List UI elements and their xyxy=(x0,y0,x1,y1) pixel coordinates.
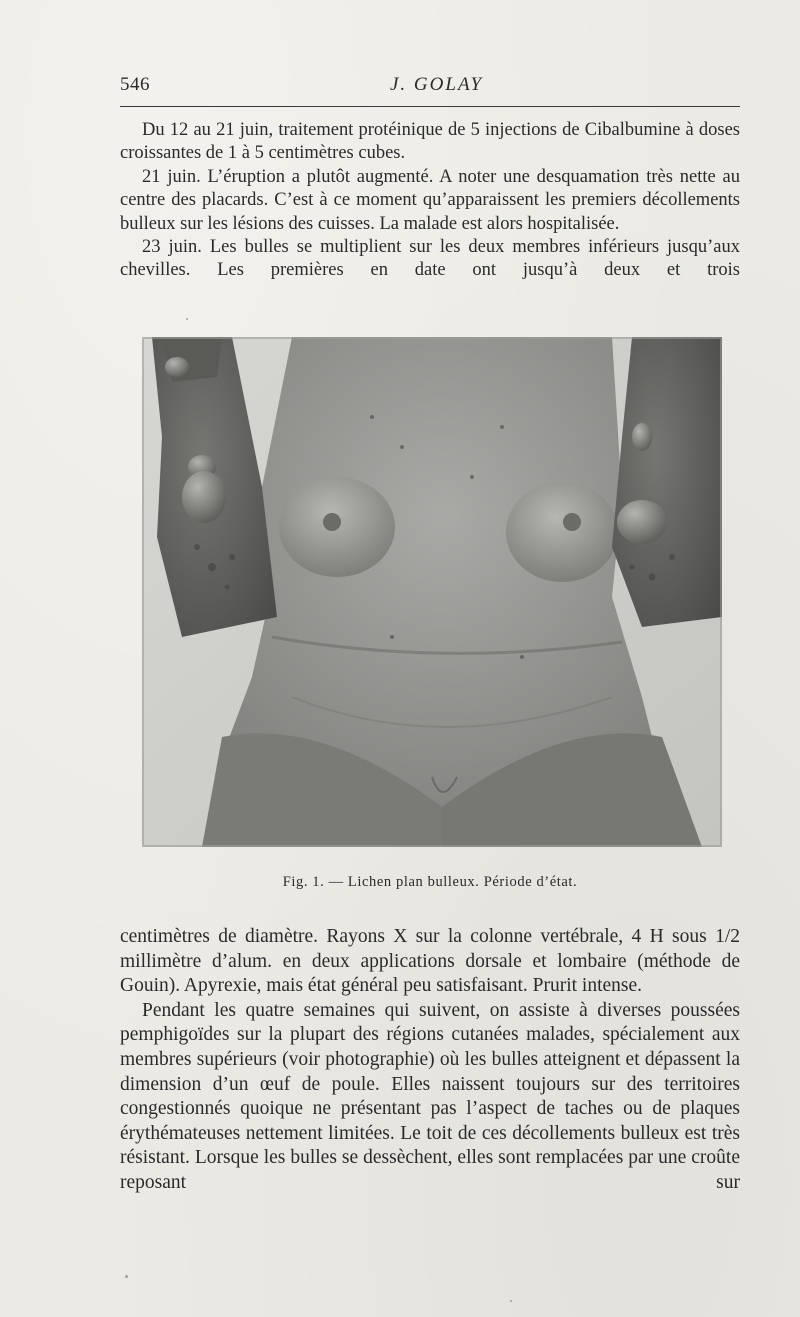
paragraph: Pendant les quatre semaines qui suivent, on assiste à diverses poussées pemphigoïdes sur la plupart des régions cutanées malades, spécialement aux membres supérieurs (voir photographie) où les bulles atteignent et dépassent la dimension d’un œuf de poule. Elles naissent toujours sur des territoires congestionnés quoique ne présentant pas l’aspect de taches ou de plaques érythémateuses nettement limitées. Le toit de ces décollements bulleux est très résistant. Lorsque les bulles se dessèchent, elles sont remplacées par une croûte reposant sur xyxy=(120,999,740,1193)
running-head xyxy=(120,70,740,100)
figure-caption: Fig. 1. — Lichen plan bulleux. Période d’état. xyxy=(282,874,578,890)
page-number: 546 xyxy=(120,74,150,95)
paragraph: centimètres de diamètre. Rayons X sur la colonne vertébrale, 4 H sous 1/2 millimètre d’alum. en deux applications dorsale et lombaire (méthode de Gouin). Apyrexie, mais état général peu satisfaisant. Prurit intense. xyxy=(120,926,740,997)
text-block-bottom xyxy=(120,925,740,1196)
paragraph: Du 12 au 21 juin, traitement protéinique de 5 injections de Cibalbumine à doses croissantes de 1 à 5 centimètres cubes. xyxy=(120,120,740,164)
paragraph: 21 juin. L’éruption a plutôt augmenté. A noter une desquamation très nette au centre des placards. C’est à ce moment qu’apparaissent les premiers décollements bulleux sur les lésions des cuisses. La malade est alors hospitalisée. xyxy=(120,166,740,234)
clinical-photograph xyxy=(142,337,722,847)
running-title: J. GOLAY xyxy=(390,74,484,95)
paragraph: 23 juin. Les bulles se multiplient sur les deux membres inférieurs jusqu’aux chevilles. Les premières en date ont jusqu’à deux et trois xyxy=(120,237,740,281)
header-rule xyxy=(120,106,740,107)
text-block-top xyxy=(120,119,740,283)
print-speck xyxy=(510,1300,512,1302)
print-speck xyxy=(186,318,188,320)
photograph-image xyxy=(142,337,722,847)
print-speck xyxy=(125,1275,128,1278)
